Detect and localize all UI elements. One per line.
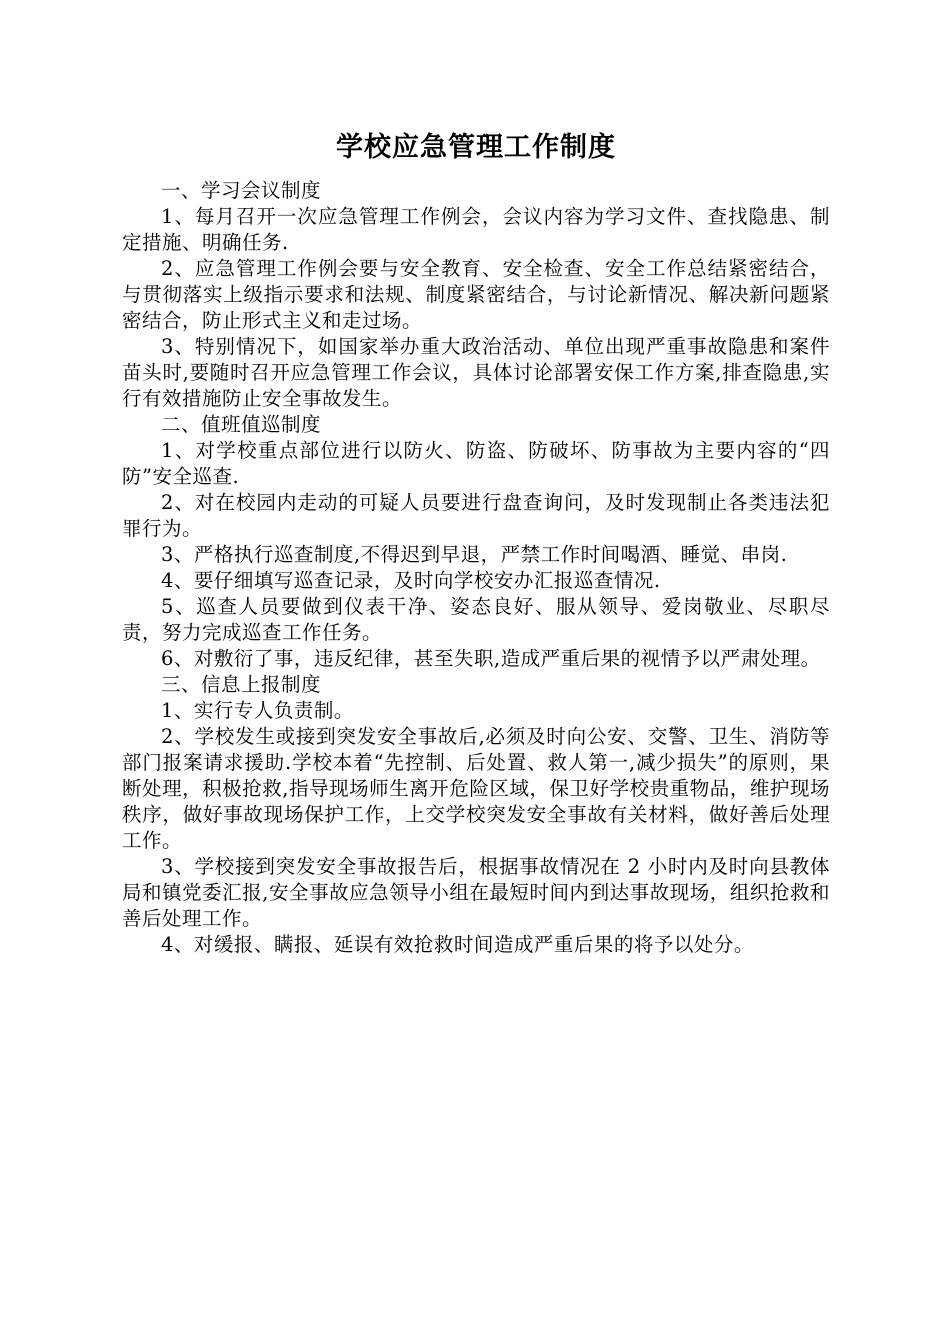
- paragraph: 4、要仔细填写巡查记录，及时向学校安办汇报巡查情况.: [161, 569, 661, 592]
- paragraph: 3、特别情况下，如国家举办重大政治活动、单位出现严重事故隐患和案件苗头时,要随时召开应急管理工作会议，具体讨论部署安保工作方案,排查隐患,实行有效措施防止安全事故发生。: [122, 335, 830, 410]
- paragraph: 4、对缓报、瞒报、延误有效抢救时间造成严重后果的将予以处分。: [161, 933, 754, 956]
- document-page: [122, 128, 830, 958]
- paragraph: 1、对学校重点部位进行以防火、防盗、防破坏、防事故为主要内容的“四防”安全巡查.: [122, 439, 830, 488]
- section-study-meeting: [122, 178, 830, 412]
- document-title: 学校应急管理工作制度: [336, 132, 616, 163]
- paragraph: 5、巡查人员要做到仪表干净、姿态良好、服从领导、爱岗敬业、尽职尽责，努力完成巡查工作任务。: [122, 595, 830, 644]
- paragraph: 6、对敷衍了事，违反纪律，甚至失职,造成严重后果的视情予以严肃处理。: [161, 647, 821, 670]
- paragraph: 3、学校接到突发安全事故报告后，根据事故情况在 2 小时内及时向县教体局和镇党委汇报,安全事故应急领导小组在最短时间内到达事故现场，组织抢救和善后处理工作。: [122, 855, 830, 930]
- section-info-reporting: [122, 672, 830, 958]
- paragraph: 2、应急管理工作例会要与安全教育、安全检查、安全工作总结紧密结合，与贯彻落实上级指示要求和法规、制度紧密结合，与讨论新情况、解决新问题紧密结合，防止形式主义和走过场。: [122, 257, 830, 332]
- paragraph: 1、每月召开一次应急管理工作例会，会议内容为学习文件、查找隐患、制定措施、明确任务.: [122, 205, 830, 254]
- section-duty-patrol: [122, 412, 830, 672]
- paragraph: 2、对在校园内走动的可疑人员要进行盘查询问，及时发现制止各类违法犯罪行为。: [122, 491, 830, 540]
- section-heading: 三、信息上报制度: [161, 673, 322, 696]
- paragraph: 2、学校发生或接到突发安全事故后,必须及时向公安、交警、卫生、消防等部门报案请求援助.学校本着“先控制、后处置、救人第一,减少损失”的原则，果断处理，积极抢救,指导现场师生离开危险区域，保卫好学校贵重物品，维护现场秩序，做好事故现场保护工作，上交学校突发安全事故有关材料，做好善后处理工作。: [122, 725, 830, 852]
- section-heading: 一、学习会议制度: [161, 179, 322, 202]
- section-heading: 二、值班值巡制度: [161, 413, 322, 436]
- paragraph: 1、实行专人负责制。: [161, 699, 354, 722]
- paragraph: 3、严格执行巡查制度,不得迟到早退，严禁工作时间喝酒、睡觉、串岗.: [161, 543, 788, 566]
